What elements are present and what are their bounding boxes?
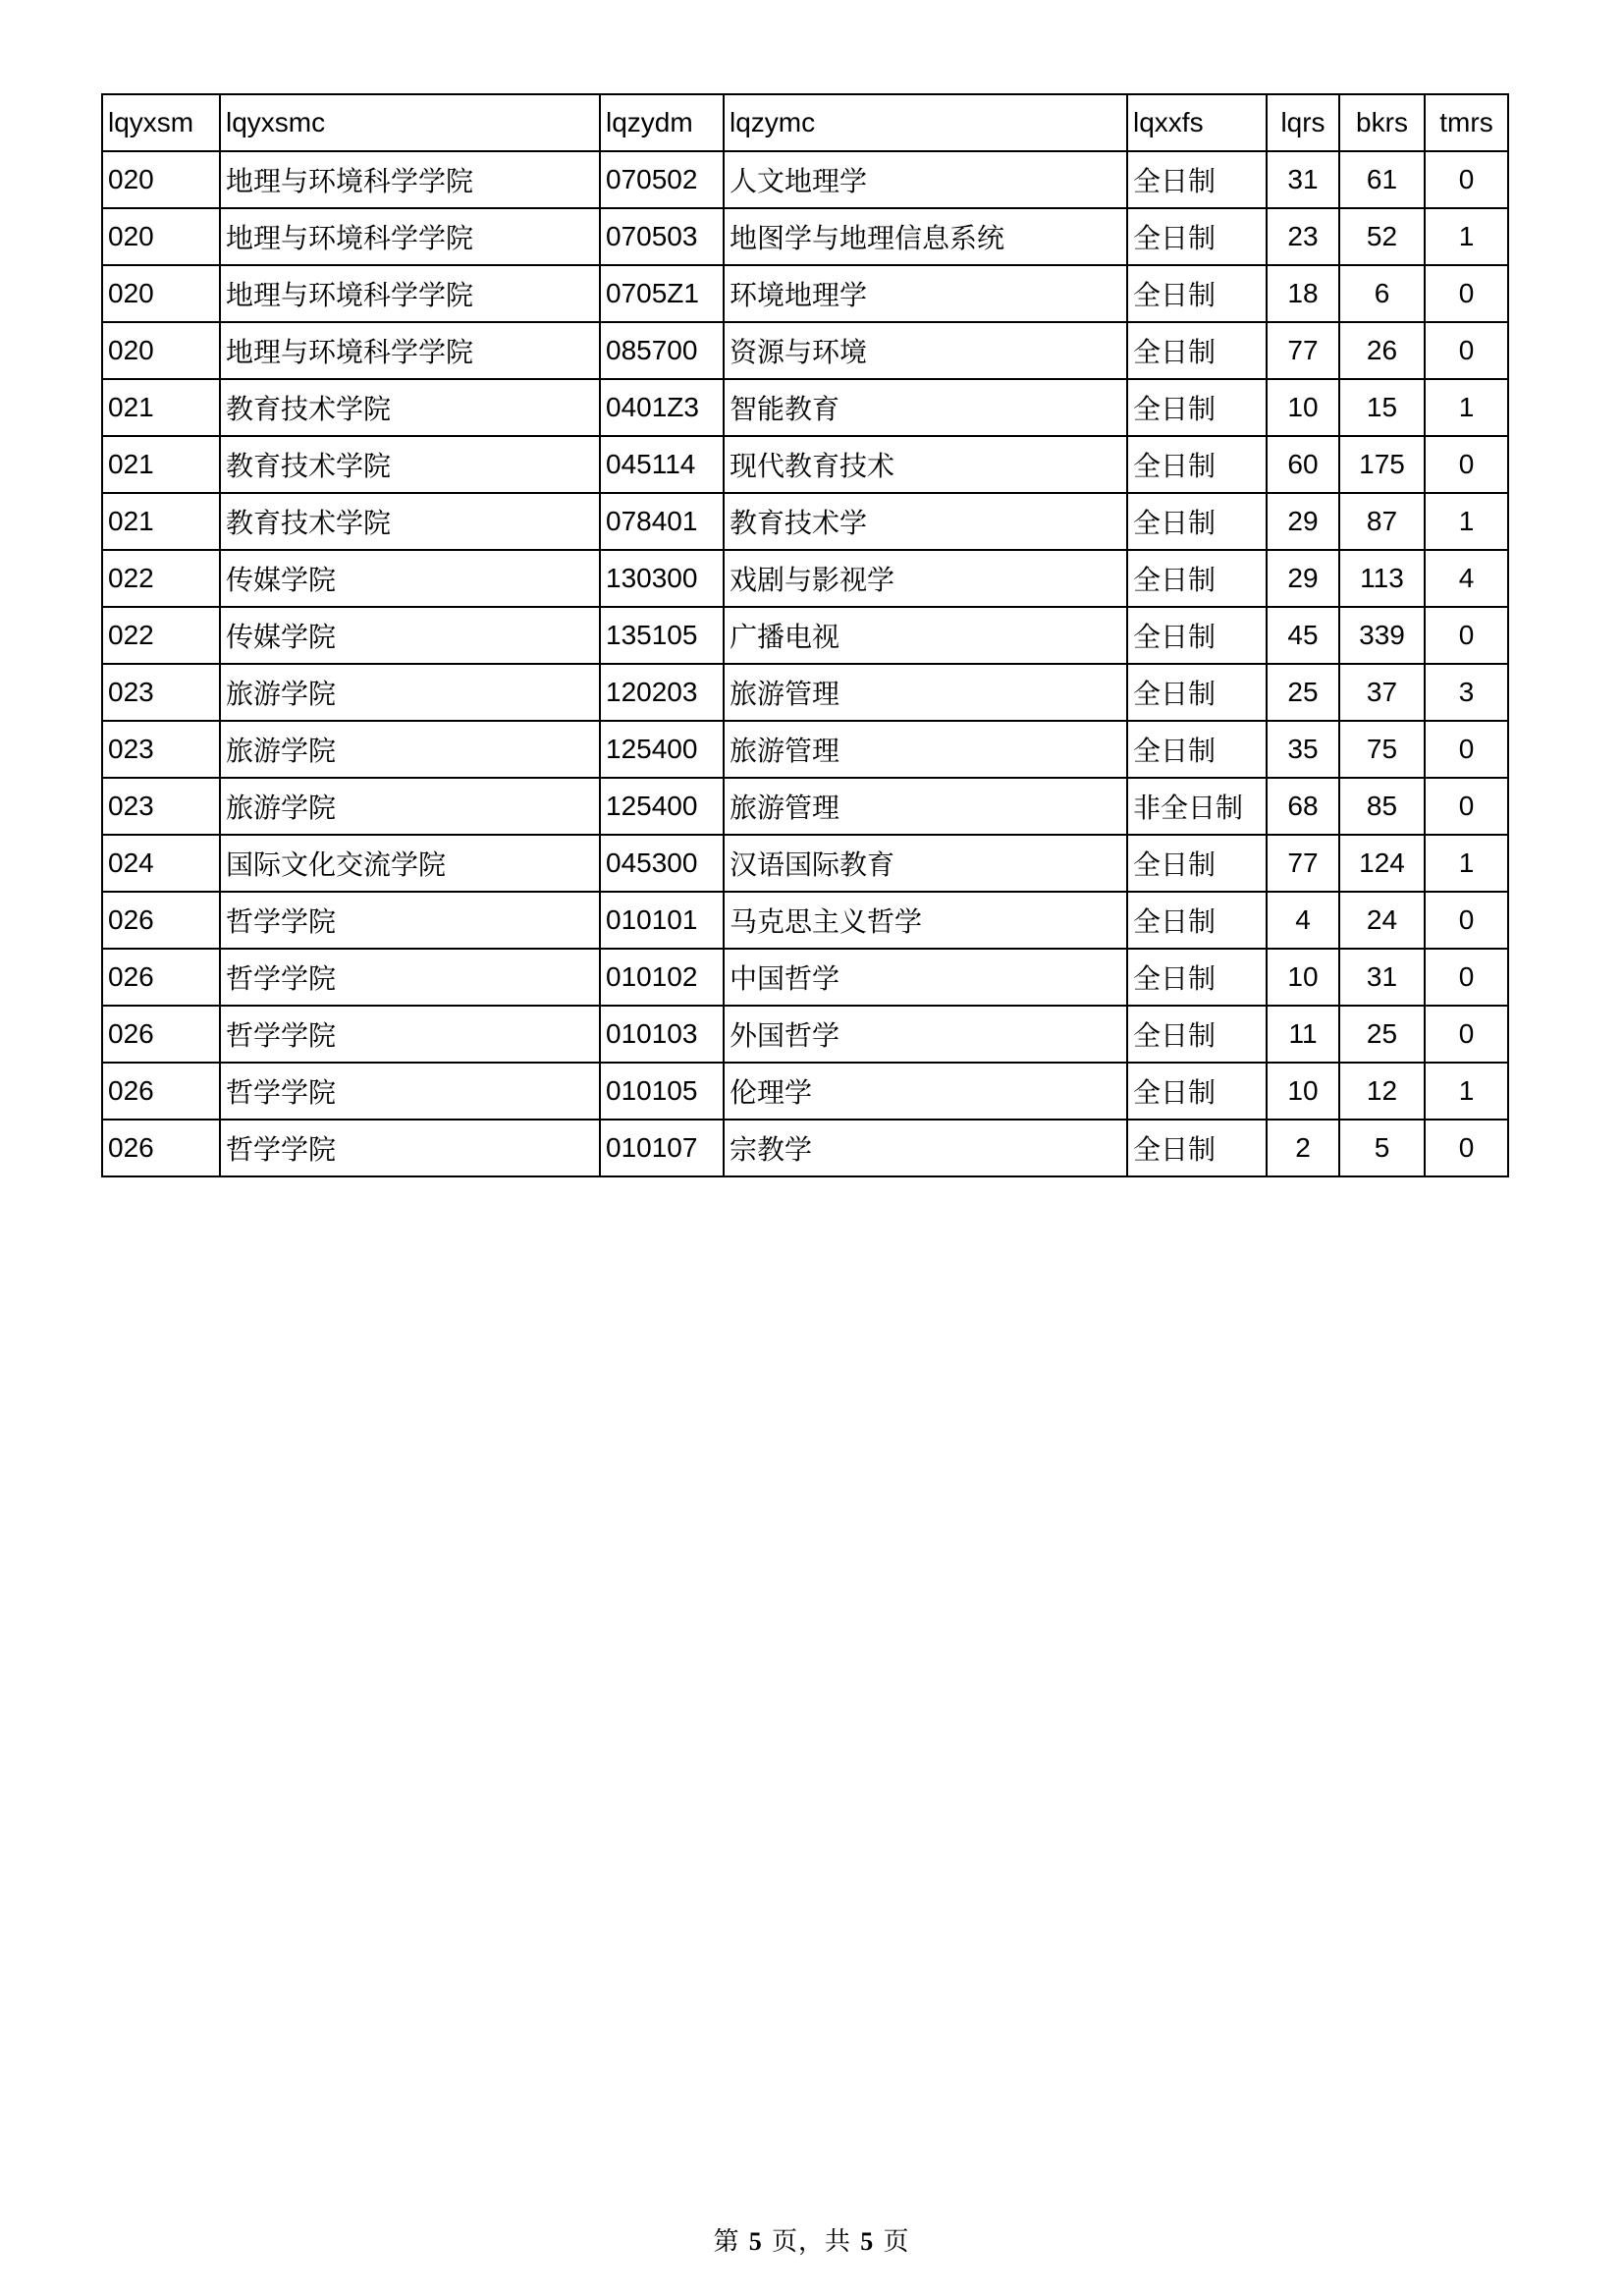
table-row bbox=[102, 949, 1508, 1006]
table-row bbox=[102, 322, 1508, 379]
cell-lqzymc: 人文地理学 bbox=[724, 151, 1127, 208]
cell-lqyxsmc: 传媒学院 bbox=[220, 607, 600, 664]
footer-page-total: 5 bbox=[860, 2227, 875, 2256]
cell-lqyxsm: 021 bbox=[102, 493, 220, 550]
cell-lqxxfs: 全日制 bbox=[1127, 892, 1267, 949]
cell-lqxxfs: 全日制 bbox=[1127, 322, 1267, 379]
cell-bkrs: 124 bbox=[1339, 835, 1425, 892]
cell-tmrs: 1 bbox=[1425, 493, 1508, 550]
cell-lqzydm: 010102 bbox=[600, 949, 724, 1006]
cell-lqzymc: 宗教学 bbox=[724, 1120, 1127, 1176]
cell-lqxxfs: 全日制 bbox=[1127, 721, 1267, 778]
column-header-lqyxsmc: lqyxsmc bbox=[220, 94, 600, 151]
cell-bkrs: 25 bbox=[1339, 1006, 1425, 1063]
cell-lqrs: 77 bbox=[1267, 322, 1339, 379]
table-row bbox=[102, 835, 1508, 892]
cell-tmrs: 1 bbox=[1425, 835, 1508, 892]
cell-lqzymc: 伦理学 bbox=[724, 1063, 1127, 1120]
cell-lqrs: 31 bbox=[1267, 151, 1339, 208]
table-row bbox=[102, 379, 1508, 436]
cell-lqrs: 4 bbox=[1267, 892, 1339, 949]
cell-lqzymc: 戏剧与影视学 bbox=[724, 550, 1127, 607]
cell-lqxxfs: 全日制 bbox=[1127, 664, 1267, 721]
cell-tmrs: 4 bbox=[1425, 550, 1508, 607]
table-row bbox=[102, 151, 1508, 208]
cell-lqyxsm: 020 bbox=[102, 322, 220, 379]
cell-lqyxsm: 022 bbox=[102, 607, 220, 664]
cell-lqyxsm: 026 bbox=[102, 1063, 220, 1120]
column-header-lqxxfs: lqxxfs bbox=[1127, 94, 1267, 151]
cell-tmrs: 0 bbox=[1425, 265, 1508, 322]
cell-lqzymc: 资源与环境 bbox=[724, 322, 1127, 379]
cell-lqxxfs: 全日制 bbox=[1127, 1063, 1267, 1120]
cell-bkrs: 37 bbox=[1339, 664, 1425, 721]
cell-lqyxsm: 021 bbox=[102, 379, 220, 436]
table-row bbox=[102, 436, 1508, 493]
cell-lqzymc: 旅游管理 bbox=[724, 778, 1127, 835]
cell-bkrs: 31 bbox=[1339, 949, 1425, 1006]
cell-lqzydm: 085700 bbox=[600, 322, 724, 379]
cell-bkrs: 339 bbox=[1339, 607, 1425, 664]
cell-lqyxsmc: 旅游学院 bbox=[220, 721, 600, 778]
cell-lqzymc: 环境地理学 bbox=[724, 265, 1127, 322]
column-header-lqzydm: lqzydm bbox=[600, 94, 724, 151]
cell-lqyxsm: 020 bbox=[102, 151, 220, 208]
cell-lqyxsmc: 地理与环境科学学院 bbox=[220, 151, 600, 208]
cell-lqyxsm: 026 bbox=[102, 892, 220, 949]
cell-tmrs: 0 bbox=[1425, 151, 1508, 208]
cell-lqrs: 10 bbox=[1267, 379, 1339, 436]
cell-lqzymc: 旅游管理 bbox=[724, 721, 1127, 778]
cell-lqyxsm: 026 bbox=[102, 1006, 220, 1063]
cell-lqrs: 60 bbox=[1267, 436, 1339, 493]
cell-tmrs: 3 bbox=[1425, 664, 1508, 721]
cell-lqzymc: 汉语国际教育 bbox=[724, 835, 1127, 892]
cell-lqzymc: 地图学与地理信息系统 bbox=[724, 208, 1127, 265]
cell-bkrs: 26 bbox=[1339, 322, 1425, 379]
cell-bkrs: 85 bbox=[1339, 778, 1425, 835]
cell-bkrs: 113 bbox=[1339, 550, 1425, 607]
cell-bkrs: 12 bbox=[1339, 1063, 1425, 1120]
cell-lqxxfs: 非全日制 bbox=[1127, 778, 1267, 835]
cell-lqrs: 10 bbox=[1267, 1063, 1339, 1120]
cell-lqyxsmc: 旅游学院 bbox=[220, 664, 600, 721]
cell-lqyxsm: 021 bbox=[102, 436, 220, 493]
cell-lqrs: 35 bbox=[1267, 721, 1339, 778]
cell-lqzydm: 125400 bbox=[600, 778, 724, 835]
cell-lqyxsmc: 哲学学院 bbox=[220, 949, 600, 1006]
cell-tmrs: 1 bbox=[1425, 208, 1508, 265]
cell-lqzymc: 马克思主义哲学 bbox=[724, 892, 1127, 949]
cell-bkrs: 75 bbox=[1339, 721, 1425, 778]
table-row bbox=[102, 550, 1508, 607]
footer-page-number: 5 bbox=[748, 2227, 763, 2256]
cell-tmrs: 0 bbox=[1425, 436, 1508, 493]
cell-tmrs: 0 bbox=[1425, 721, 1508, 778]
cell-lqzydm: 045114 bbox=[600, 436, 724, 493]
cell-bkrs: 5 bbox=[1339, 1120, 1425, 1176]
footer-prefix: 第 bbox=[713, 2227, 749, 2257]
cell-lqyxsmc: 哲学学院 bbox=[220, 892, 600, 949]
cell-tmrs: 0 bbox=[1425, 1006, 1508, 1063]
cell-lqxxfs: 全日制 bbox=[1127, 208, 1267, 265]
table-row bbox=[102, 1063, 1508, 1120]
cell-lqxxfs: 全日制 bbox=[1127, 379, 1267, 436]
cell-lqzymc: 现代教育技术 bbox=[724, 436, 1127, 493]
cell-lqrs: 29 bbox=[1267, 550, 1339, 607]
table-row bbox=[102, 208, 1508, 265]
cell-lqyxsm: 026 bbox=[102, 949, 220, 1006]
footer-mid: 页，共 bbox=[762, 2227, 861, 2257]
cell-tmrs: 0 bbox=[1425, 778, 1508, 835]
cell-lqxxfs: 全日制 bbox=[1127, 1006, 1267, 1063]
cell-lqxxfs: 全日制 bbox=[1127, 1120, 1267, 1176]
cell-lqyxsmc: 地理与环境科学学院 bbox=[220, 208, 600, 265]
column-header-lqzymc: lqzymc bbox=[724, 94, 1127, 151]
cell-lqrs: 29 bbox=[1267, 493, 1339, 550]
cell-lqyxsmc: 哲学学院 bbox=[220, 1063, 600, 1120]
cell-tmrs: 0 bbox=[1425, 607, 1508, 664]
cell-tmrs: 1 bbox=[1425, 379, 1508, 436]
cell-bkrs: 175 bbox=[1339, 436, 1425, 493]
cell-tmrs: 1 bbox=[1425, 1063, 1508, 1120]
cell-lqzydm: 010103 bbox=[600, 1006, 724, 1063]
table-row bbox=[102, 892, 1508, 949]
header-row bbox=[102, 94, 1508, 151]
cell-lqyxsmc: 教育技术学院 bbox=[220, 379, 600, 436]
cell-lqzydm: 070503 bbox=[600, 208, 724, 265]
cell-lqyxsm: 023 bbox=[102, 664, 220, 721]
cell-lqzydm: 045300 bbox=[600, 835, 724, 892]
data-table bbox=[101, 93, 1509, 1177]
cell-lqyxsmc: 哲学学院 bbox=[220, 1006, 600, 1063]
cell-lqyxsm: 020 bbox=[102, 208, 220, 265]
table-row bbox=[102, 265, 1508, 322]
table-row bbox=[102, 493, 1508, 550]
table-row bbox=[102, 721, 1508, 778]
cell-lqzydm: 010101 bbox=[600, 892, 724, 949]
cell-bkrs: 15 bbox=[1339, 379, 1425, 436]
column-header-lqrs: lqrs bbox=[1267, 94, 1339, 151]
cell-bkrs: 61 bbox=[1339, 151, 1425, 208]
cell-lqzydm: 0705Z1 bbox=[600, 265, 724, 322]
cell-lqyxsm: 020 bbox=[102, 265, 220, 322]
cell-tmrs: 0 bbox=[1425, 949, 1508, 1006]
cell-lqzymc: 外国哲学 bbox=[724, 1006, 1127, 1063]
cell-lqxxfs: 全日制 bbox=[1127, 607, 1267, 664]
cell-bkrs: 52 bbox=[1339, 208, 1425, 265]
cell-lqyxsm: 026 bbox=[102, 1120, 220, 1176]
cell-lqzydm: 0401Z3 bbox=[600, 379, 724, 436]
cell-lqzydm: 078401 bbox=[600, 493, 724, 550]
cell-bkrs: 24 bbox=[1339, 892, 1425, 949]
cell-bkrs: 6 bbox=[1339, 265, 1425, 322]
cell-lqzymc: 旅游管理 bbox=[724, 664, 1127, 721]
cell-tmrs: 0 bbox=[1425, 322, 1508, 379]
column-header-tmrs: tmrs bbox=[1425, 94, 1508, 151]
cell-lqrs: 23 bbox=[1267, 208, 1339, 265]
cell-lqyxsmc: 教育技术学院 bbox=[220, 436, 600, 493]
cell-lqxxfs: 全日制 bbox=[1127, 949, 1267, 1006]
cell-tmrs: 0 bbox=[1425, 1120, 1508, 1176]
cell-lqzymc: 教育技术学 bbox=[724, 493, 1127, 550]
cell-lqyxsmc: 哲学学院 bbox=[220, 1120, 600, 1176]
table-row bbox=[102, 1120, 1508, 1176]
cell-lqyxsmc: 国际文化交流学院 bbox=[220, 835, 600, 892]
cell-lqzydm: 125400 bbox=[600, 721, 724, 778]
cell-lqyxsm: 022 bbox=[102, 550, 220, 607]
cell-lqxxfs: 全日制 bbox=[1127, 550, 1267, 607]
page-footer bbox=[0, 2221, 1623, 2258]
cell-lqyxsmc: 地理与环境科学学院 bbox=[220, 265, 600, 322]
column-header-lqyxsm: lqyxsm bbox=[102, 94, 220, 151]
cell-bkrs: 87 bbox=[1339, 493, 1425, 550]
cell-lqrs: 25 bbox=[1267, 664, 1339, 721]
table-row bbox=[102, 607, 1508, 664]
cell-lqzydm: 135105 bbox=[600, 607, 724, 664]
table-row bbox=[102, 664, 1508, 721]
cell-lqxxfs: 全日制 bbox=[1127, 493, 1267, 550]
cell-lqyxsmc: 教育技术学院 bbox=[220, 493, 600, 550]
cell-lqzydm: 130300 bbox=[600, 550, 724, 607]
cell-lqxxfs: 全日制 bbox=[1127, 151, 1267, 208]
cell-lqxxfs: 全日制 bbox=[1127, 265, 1267, 322]
cell-lqxxfs: 全日制 bbox=[1127, 436, 1267, 493]
cell-lqzymc: 智能教育 bbox=[724, 379, 1127, 436]
cell-lqrs: 77 bbox=[1267, 835, 1339, 892]
table-row bbox=[102, 778, 1508, 835]
cell-lqyxsm: 023 bbox=[102, 721, 220, 778]
cell-lqrs: 68 bbox=[1267, 778, 1339, 835]
cell-lqyxsmc: 地理与环境科学学院 bbox=[220, 322, 600, 379]
table-row bbox=[102, 1006, 1508, 1063]
cell-lqrs: 18 bbox=[1267, 265, 1339, 322]
table-body bbox=[102, 151, 1508, 1176]
cell-lqzydm: 010105 bbox=[600, 1063, 724, 1120]
cell-lqzymc: 广播电视 bbox=[724, 607, 1127, 664]
cell-lqzydm: 120203 bbox=[600, 664, 724, 721]
footer-suffix: 页 bbox=[874, 2227, 910, 2257]
cell-lqyxsmc: 旅游学院 bbox=[220, 778, 600, 835]
cell-tmrs: 0 bbox=[1425, 892, 1508, 949]
cell-lqrs: 2 bbox=[1267, 1120, 1339, 1176]
cell-lqzydm: 070502 bbox=[600, 151, 724, 208]
cell-lqrs: 10 bbox=[1267, 949, 1339, 1006]
cell-lqzymc: 中国哲学 bbox=[724, 949, 1127, 1006]
cell-lqzydm: 010107 bbox=[600, 1120, 724, 1176]
cell-lqxxfs: 全日制 bbox=[1127, 835, 1267, 892]
cell-lqrs: 11 bbox=[1267, 1006, 1339, 1063]
cell-lqyxsm: 024 bbox=[102, 835, 220, 892]
cell-lqyxsm: 023 bbox=[102, 778, 220, 835]
cell-lqyxsmc: 传媒学院 bbox=[220, 550, 600, 607]
column-header-bkrs: bkrs bbox=[1339, 94, 1425, 151]
cell-lqrs: 45 bbox=[1267, 607, 1339, 664]
